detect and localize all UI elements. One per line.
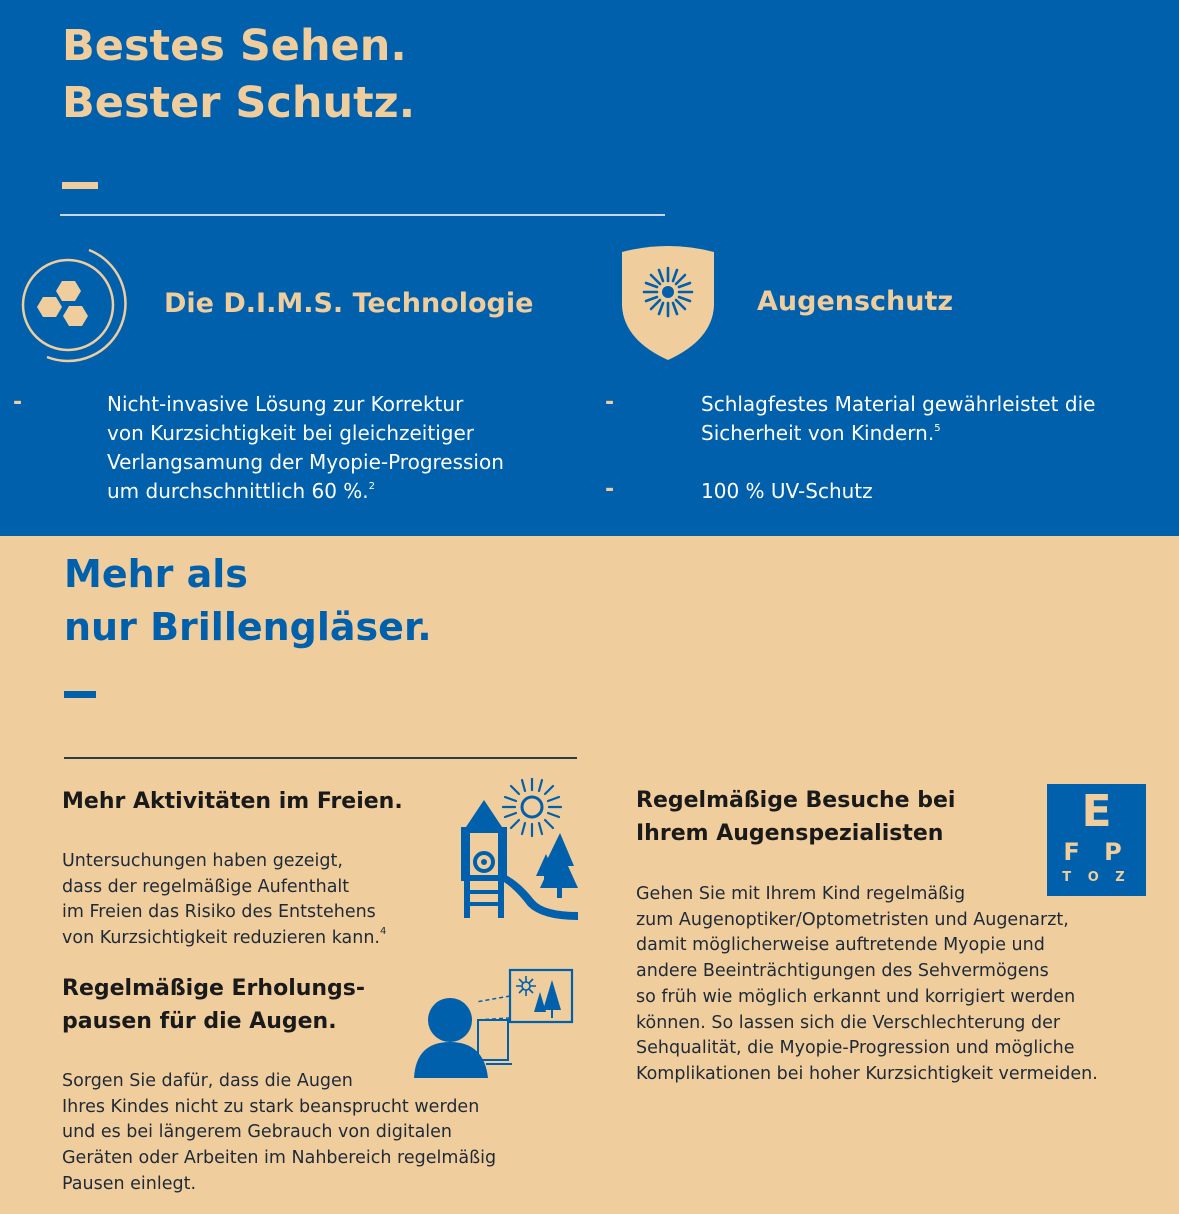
- top-heading: Bestes Sehen. Bester Schutz.: [62, 21, 416, 128]
- protection-section: [0, 0, 1179, 536]
- footnote-ref: 5: [934, 423, 941, 434]
- bottom-heading: Mehr als nur Brillengläser.: [64, 552, 432, 649]
- protection-item-2: 100 % UV-Schutz: [701, 479, 873, 503]
- heading-dash: [64, 691, 96, 698]
- divider-line: [60, 214, 665, 216]
- heading-dash: [62, 182, 98, 189]
- breaks-title: Regelmäßige Erholungs- pausen für die Augen.: [62, 976, 366, 1034]
- dims-description: Nicht-invasive Lösung zur Korrektur von Kurzsichtigkeit bei gleichzeitiger Verlangsamung der Myopie-Progression um durchschnittlich 60 %.$^2$: [107, 392, 504, 503]
- footnote-ref: 4: [380, 926, 387, 938]
- eye-chart-icon: [1047, 784, 1146, 896]
- protection-bullet-1: -: [605, 390, 615, 415]
- eye-chart-row-1: E: [1081, 786, 1112, 837]
- dims-title: Die D.I.M.S. Technologie: [164, 288, 534, 319]
- footnote-ref: 2: [368, 481, 376, 492]
- eye-chart-row-3: T O Z: [1062, 870, 1131, 885]
- visits-title: Regelmäßige Besuche bei Ihrem Augenspezialisten: [636, 788, 956, 846]
- protection-bullet-2: -: [605, 477, 615, 502]
- outdoor-title: Mehr Aktivitäten im Freien.: [62, 789, 403, 814]
- breaks-description: Sorgen Sie dafür, dass die Augen Ihres Kindes nicht zu stark beansprucht werden und es bei längerem Gebrauch von digitalen Geräten oder Arbeiten im Nahbereich regelmäßig Pausen einlegt.: [62, 1071, 497, 1194]
- screen-break-icon: [412, 968, 576, 1080]
- eye-chart-row-2: F P: [1063, 838, 1130, 866]
- dims-bullet: -: [13, 390, 23, 415]
- protection-title: Augenschutz: [757, 286, 954, 317]
- playground-icon: [460, 778, 584, 924]
- visits-description: Gehen Sie mit Ihrem Kind regelmäßig zum Augenoptiker/Optometristen und Augenarzt, damit möglicherweise auftretende Myopie und andere Beeinträchtigungen des Sehvermögens so früh wie möglich erkannt und korrigiert werden können. So lassen sich die Verschlechterung der Sehqualität, die Myopie-Progression und mögliche Komplikationen bei hoher Kurzsichtigkeit vermeiden.: [636, 884, 1098, 1084]
- shield-sun-icon: [620, 244, 716, 362]
- divider-line: [64, 757, 577, 759]
- outdoor-description: Untersuchungen haben gezeigt, dass der regelmäßige Aufenthalt im Freien das Risiko des Entstehens von Kurzsichtigkeit reduzieren kann.$^4$: [62, 851, 387, 949]
- dims-lens-icon: [10, 243, 130, 365]
- protection-item-1: Schlagfestes Material gewährleistet die Sicherheit von Kindern.$^5$: [701, 392, 1096, 445]
